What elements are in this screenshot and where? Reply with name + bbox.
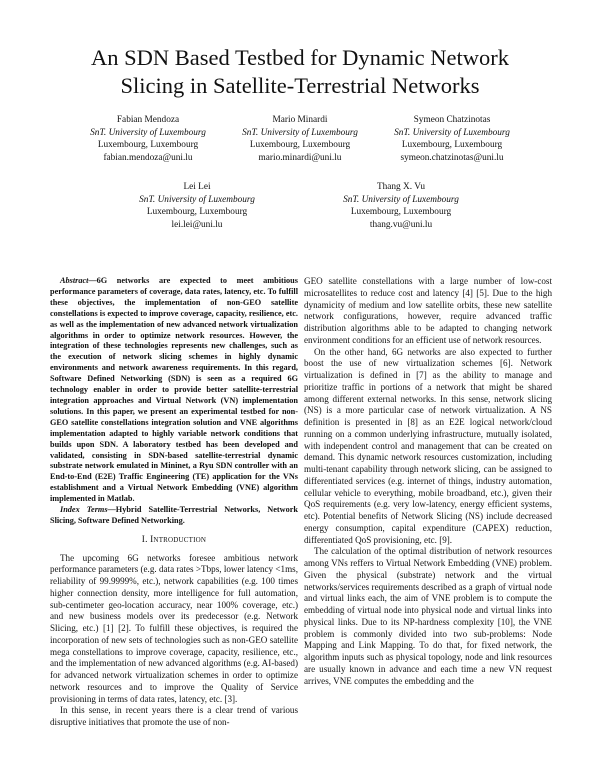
- author-location: Luxembourg, Luxembourg: [350, 207, 452, 218]
- author-email: symeon.chatzinotas@uni.lu: [400, 152, 504, 163]
- abstract-text: —6G networks are expected to meet ambitious performance parameters of coverage, data rates, latency, etc. To fulfill these objectives, the implementation of non-GEO satellite constellations is expected to improve coverage, capacity, resilience, etc. as well as the implementation of new advanced network virtualization algorithms in order to optimize network resources. However, the integration of these technologies represents new challenges, such as the execution of network slicing schemes in highly dynamic environments and network awareness requirements. In this regard, Software Defined Networking (SDN) is seen as a required 6G technology enabler in order to provide better satellite-terrestrial integration approaches and Virtual Network (VN) implementation solutions. In this paper, we present an experimental testbed for non-GEO satellite constellations integration solution and VNE algorithms implementation adapted to highly variable network conditions that builds upon SDN. A laboratory testbed has been developed and validated, consisting in SDN-based satellite-terrestrial dynamic substrate network emulated in Mininet, a Ryu SDN controller with an End-to-End (E2E) Traffic Engineering (TE) application for the VNs establishment and a Virtual Network Embedding (VNE) algorithm implemented in Matlab.: [50, 276, 298, 504]
- title-line-1: An SDN Based Testbed for Dynamic Network: [91, 45, 509, 70]
- author-email: thang.vu@uni.lu: [369, 219, 433, 230]
- author-affiliation: SnT. University of Luxembourg: [242, 127, 358, 138]
- author-location: Luxembourg, Luxembourg: [146, 207, 248, 218]
- body-paragraph: In this sense, in recent years there is a clear trend of various disruptive initiatives that promote the use of non-: [50, 705, 298, 728]
- author-email: fabian.mendoza@uni.lu: [103, 152, 193, 163]
- author-email: lei.lei@uni.lu: [171, 219, 223, 230]
- right-column: [304, 276, 552, 687]
- abstract: [50, 276, 298, 505]
- body-paragraph: The calculation of the optimal distribution of network resources among VNs reffers to Virtual Network Embedding (VNE) problem. Given the physical (substrate) network and the virtual networks/services requirements described as a graph of virtual node and virtual links each, the aim of VNE problem is to compute the embedding of virtual node into physical node and virtual links into physical links. Due to its NP-hardness complexity [10], the VNE problem is commonly divided into two sub-problems: Node Mapping and Link Mapping. To do that, for fixed network, the algorithm inputs such as physical topology, node and link resources are usually known in advance and each time a new VN request arrives, VNE computes the embedding and the: [304, 546, 552, 686]
- author-affiliation: SnT. University of Luxembourg: [139, 194, 255, 205]
- author-name: Symeon Chatzinotas: [413, 115, 491, 125]
- author-name: Mario Minardi: [272, 115, 328, 125]
- author-location: Luxembourg, Luxembourg: [97, 140, 199, 151]
- author-name: Lei Lei: [183, 182, 211, 192]
- section-heading-introduction: [50, 535, 298, 547]
- index-terms: [50, 505, 298, 527]
- author-block-1: [63, 114, 233, 164]
- author-block-4: [112, 181, 282, 231]
- author-block-3: [367, 114, 537, 164]
- author-name: Thang X. Vu: [376, 182, 426, 192]
- index-terms-text: —Hybrid Satellite-Terrestrial Networks, Network Slicing, Software Defined Networking.: [50, 505, 298, 525]
- title-line-2: Slicing in Satellite-Terrestrial Networks: [120, 73, 480, 98]
- author-email: mario.minardi@uni.lu: [258, 152, 342, 163]
- body-paragraph: GEO satellite constellations with a large number of low-cost microsatellites to reduce cost and latency [4] [5]. Due to the high dynamicity of medium and low satellite orbits, these new satellite network configurations, however, require advanced traffic distribution algorithms able to be adapted to changing network environment conditions for an efficient use of network resources.: [304, 276, 552, 345]
- body-paragraph: The upcoming 6G networks foresee ambitious network performance parameters (e.g. data rates >Tbps, lower latency <1ms, reliability of 99.9999%, etc.), network capabilities (e.g. 100 times higher connection density, more intelligence for full automation, sub-centimeter geo-location accuracy, near 100% coverage, etc.) and new business models over its predecessor (e.g. Network Slicing, etc.) [1] [2]. To fulfill these objectives, is required the incorporation of new sets of technologies such as non-GEO satellite mega constellations to improve coverage, capacity, resilience, etc., and the implementation of new advanced algorithms (e.g. AI-based) for advanced network virtualization schemes in order to optimize network resources and to improve the Quality of Service provisioning in terms of data rates, latency, etc. [3].: [50, 552, 298, 704]
- left-column: [50, 276, 298, 729]
- author-affiliation: SnT. University of Luxembourg: [343, 194, 459, 205]
- paper-title: [40, 44, 560, 100]
- abstract-label: Abstract: [60, 276, 89, 285]
- author-location: Luxembourg, Luxembourg: [249, 140, 351, 151]
- section-title: Introduction: [150, 534, 207, 545]
- section-number: I.: [141, 534, 148, 545]
- author-block-5: [316, 181, 486, 231]
- author-affiliation: SnT. University of Luxembourg: [394, 127, 510, 138]
- author-name: Fabian Mendoza: [116, 115, 180, 125]
- author-affiliation: SnT. University of Luxembourg: [90, 127, 206, 138]
- author-location: Luxembourg, Luxembourg: [401, 140, 503, 151]
- author-block-2: [215, 114, 385, 164]
- body-paragraph: On the other hand, 6G networks are also expected to further boost the use of new virtualization schemes [6]. Network virtualization is defined in [7] as the ability to manage and prioritize traffic in portions of a network that might be shared among different external networks. In this sense, network slicing (NS) is a more particular case of network virtualization. A NS definition is presented in [8] as an E2E logical network/cloud running on a common underlying infrastructure, mutually isolated, with independent control and management that can be created on demand. This dynamic network resources customization, including multi-tenant capability through network slicing, can be assigned to differentiated services (e.g. internet of things, industry automation, cellular vehicle to everything, mobile broadband, etc.), given their QoS requirements (e.g. very low-latency, energy efficient systems, etc). Potential benefits of Network Slicing (NS) include decreased energy consumption, capital expenditure (CAPEX) reduction, differentiated QoS provisioning, etc. [9].: [304, 346, 552, 545]
- index-terms-label: Index Terms: [60, 505, 108, 515]
